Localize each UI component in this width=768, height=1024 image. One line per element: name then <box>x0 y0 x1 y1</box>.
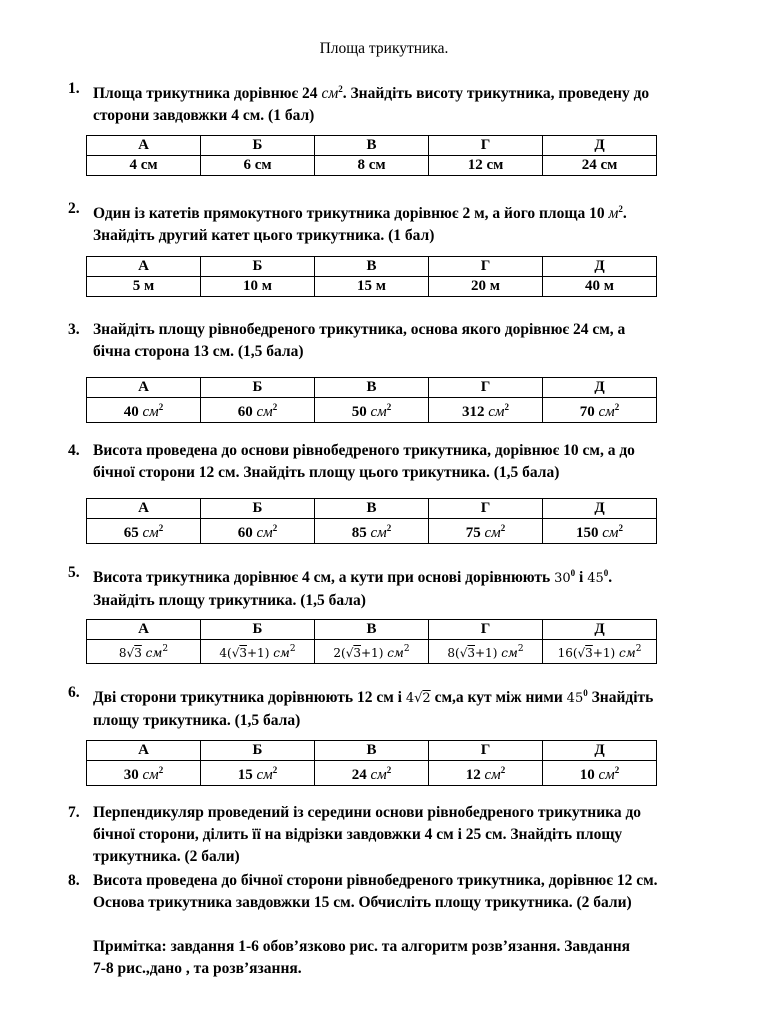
task-number: 8. <box>68 872 80 889</box>
task-text: Перпендикуляр проведений із середини основи рівнобедреного трикутника до бічної сторони, ділить її на відрізки завдовжки 4 см і 25 см. Знайдіть площу трикутника. (2 бали) <box>93 804 642 865</box>
task-number: 1. <box>68 80 80 97</box>
task-number: 3. <box>68 321 80 338</box>
task-number: 7. <box>68 804 80 821</box>
task-text: Дві сторони трикутника дорівнюють 12 см і 4√2 см,а кут між ними $45^0$ Знайдіть площу трикутника. (1,5 бала) <box>93 688 654 729</box>
answer-table-3 <box>86 377 657 423</box>
task-text: Один із катетів прямокутного трикутника дорівнює 2 м, а його площа 10 $м^2$. Знайдіть другий катет цього трикутника. (1 бал) <box>93 204 627 244</box>
answer-table-5 <box>86 619 657 664</box>
answer-table-6 <box>86 740 657 786</box>
answer-value-row: 5 м 10 м 15 м 20 м 40 м <box>87 277 657 297</box>
answer-table-1 <box>86 135 657 176</box>
answer-header-row: А Б В Г Д <box>87 499 657 519</box>
note: Примітка: завдання 1-6 обов’язково рис. та алгоритм розв’язання. Завдання 7-8 рис.,дано , та розв’язання. <box>93 938 631 977</box>
answer-header-row: А Б В Г Д <box>87 257 657 277</box>
answer-value-row: 30 $см^2$ 15 $см^2$ 24 $см^2$ 12 $см^2$ 10 $см^2$ <box>87 761 657 786</box>
task-text: Висота трикутника дорівнює 4 см, а кути при основі дорівнюють $30^0$ і $45^0$. Знайдіть площу трикутника. (1,5 бала) <box>93 568 613 609</box>
answer-header-row: А Б В Г Д <box>87 136 657 156</box>
page-title: Площа трикутника. <box>319 40 449 57</box>
task-number: 6. <box>68 684 80 701</box>
answer-table-4 <box>86 498 657 544</box>
answer-table-2 <box>86 256 657 297</box>
task-text: Знайдіть площу рівнобедреного трикутника, основа якого дорівнює 24 см, а бічна сторона 13 см. (1,5 бала) <box>93 321 626 360</box>
answer-header-row: А Б В Г Д <box>87 741 657 761</box>
task-text: Висота проведена до бічної сторони рівнобедреного трикутника, дорівнює 12 см. Основа трикутника завдовжки 15 см. Обчисліть площу трикутника. (2 бали) <box>93 872 658 911</box>
task-text: Площа трикутника дорівнює 24 $см^2$. Знайдіть висоту трикутника, проведену до сторони завдовжки 4 см. (1 бал) <box>93 84 650 124</box>
answer-header-row: А Б В Г Д <box>87 620 657 640</box>
answer-value-row: 4 см 6 см 8 см 12 см 24 см <box>87 156 657 176</box>
task-number: 2. <box>68 200 80 217</box>
task-number: 4. <box>68 442 80 459</box>
answer-value-row: 8√3 $см^2$ 4(√3+1) $см^2$ 2(√3+1) $см^2$ 8(√3+1) $см^2$ 16(√3+1) $см^2$ <box>87 640 657 664</box>
task-number: 5. <box>68 564 80 581</box>
answer-value-row: 40 $см^2$ 60 $см^2$ 50 $см^2$ 312 $см^2$ 70 $см^2$ <box>87 398 657 423</box>
answer-value-row: 65 $см^2$ 60 $см^2$ 85 $см^2$ 75 $см^2$ 150 $см^2$ <box>87 519 657 544</box>
answer-header-row: А Б В Г Д <box>87 378 657 398</box>
task-text: Висота проведена до основи рівнобедреного трикутника, дорівнює 10 см, а до бічної сторони 12 см. Знайдіть площу цього трикутника. (1,5 бала) <box>93 442 635 481</box>
